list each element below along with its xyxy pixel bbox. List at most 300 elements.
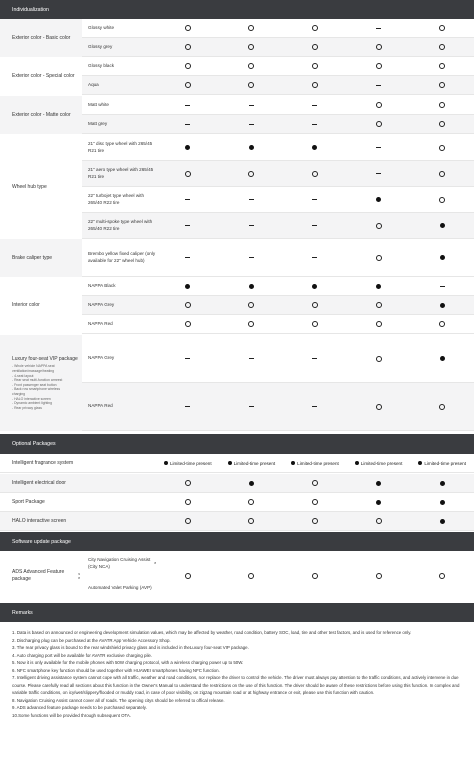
standard-dot-icon [164, 461, 168, 465]
optional-ring-icon [439, 63, 445, 69]
optional-ring-icon [312, 573, 318, 579]
availability-cell [410, 454, 474, 472]
optional-ring-icon [439, 121, 445, 127]
availability-cell [220, 474, 284, 492]
standard-dot-icon [418, 461, 422, 465]
optional-ring-icon [312, 82, 318, 88]
availability-cell [347, 335, 411, 382]
not-available-dash-icon [249, 225, 254, 226]
availability-cell [283, 76, 347, 94]
package-label: Intelligent electrical door [12, 479, 66, 486]
not-available-dash-icon [249, 358, 254, 359]
option-rows [82, 135, 474, 239]
option-row [82, 115, 474, 134]
availability-cell [283, 277, 347, 295]
option-row [82, 213, 474, 239]
availability-cell [220, 493, 284, 511]
optional-ring-icon [376, 63, 382, 69]
limited-time-text: Limited-time present [424, 460, 466, 466]
availability-cell [283, 383, 347, 430]
availability-cell [410, 315, 474, 333]
availability-cell [283, 474, 347, 492]
standard-dot-icon [376, 481, 381, 486]
sub-feature-text: Automated Valet Parking (AVP) [88, 585, 152, 591]
availability-cell [156, 19, 220, 37]
standard-dot-icon [440, 223, 445, 228]
standard-dot-icon [440, 356, 445, 361]
category-label [0, 19, 82, 57]
optional-ring-icon [248, 63, 254, 69]
availability-cell [156, 57, 220, 75]
availability-cell [156, 474, 220, 492]
standard-dot-icon [440, 481, 445, 486]
availability-cell [283, 115, 347, 133]
not-available-dash-icon [376, 147, 381, 148]
package-label: Intelligent fragrance system [12, 459, 74, 466]
standard-dot-icon [291, 461, 295, 465]
category-text: Exterior color - Special color [12, 72, 75, 79]
standard-dot-icon [228, 461, 232, 465]
not-available-dash-icon [440, 286, 445, 287]
not-available-dash-icon [185, 225, 190, 226]
availability-cell [410, 161, 474, 186]
standard-dot-icon [440, 519, 445, 524]
optional-ring-icon [312, 25, 318, 31]
availability-cell [410, 38, 474, 56]
remark-item: 8. Navigation Cruising Assist cannot cover all of roads. The opening citys should be referred to offical release. [12, 697, 225, 703]
not-available-dash-icon [312, 406, 317, 407]
optional-ring-icon [312, 44, 318, 50]
optional-package-row [0, 474, 474, 493]
availability-cell [410, 213, 474, 238]
remark-item: 1. Data is based on announced or engineering development simulation values, which may be affected by weather, road condition, battery SOC, load, tire and other test factors, and is used for reference only. [12, 630, 412, 635]
availability-cell [347, 213, 411, 238]
optional-ring-icon [185, 302, 191, 308]
not-available-dash-icon [312, 257, 317, 258]
vip-feature-item: - Back row smartphone wireless [12, 387, 61, 392]
availability-cell [410, 512, 474, 530]
option-row [82, 76, 474, 95]
availability-cell [410, 474, 474, 492]
sub-feature-labels [82, 551, 156, 601]
availability-cell [220, 213, 284, 238]
optional-ring-icon [248, 25, 254, 31]
availability-cell [156, 335, 220, 382]
availability-cell [220, 96, 284, 114]
availability-cell [410, 135, 474, 160]
option-rows [82, 335, 474, 431]
availability-cell [347, 383, 411, 430]
optional-ring-icon [439, 44, 445, 50]
optional-ring-icon [439, 197, 445, 203]
availability-cell [347, 135, 411, 160]
availability-cell [283, 187, 347, 212]
not-available-dash-icon [312, 124, 317, 125]
standard-dot-icon [376, 197, 381, 202]
optional-ring-icon [185, 480, 191, 486]
availability-cell [347, 315, 411, 333]
limited-time-text: Limited-time present [169, 460, 212, 466]
availability-cell [220, 277, 284, 295]
option-row [82, 383, 474, 431]
option-row [82, 187, 474, 213]
availability-cell [347, 454, 411, 472]
optional-ring-icon [185, 63, 191, 69]
vip-feature-item: - Rear seat multi-function armrest [12, 378, 63, 383]
remark-item: 7. Intelligent driving assistance system cannot cope with all traffic, weather and road conditions, nor replace the driver to control the vehicle. The driver must always pay attention to the traffic conditions, and actively intervene in due course. Please carefully read all sections about this function in the Owner's Manual to understand the restrictions on the use of this function. The driver should be aware of these restrictions before using this function. In complex and variable traffic conditions, on icy/wet/slippery/flooded or muddy road, in case of poor visibility, on zigzag mountain road or at highway entrance or exit, please use this function with caution. [12, 675, 460, 695]
standard-dot-icon [312, 145, 317, 150]
software-update-row [0, 551, 474, 601]
optional-ring-icon [185, 518, 191, 524]
not-available-dash-icon [185, 406, 190, 407]
limited-time-present [355, 461, 403, 466]
availability-cell [347, 76, 411, 94]
option-row [82, 161, 474, 187]
optional-ring-icon [439, 82, 445, 88]
group-3 [0, 135, 474, 239]
standard-dot-icon [355, 461, 359, 465]
availability-cell [220, 454, 284, 472]
not-available-dash-icon [185, 358, 190, 359]
availability-cell [156, 296, 220, 314]
availability-cell [347, 38, 411, 56]
not-available-dash-icon [312, 199, 317, 200]
availability-cell [220, 296, 284, 314]
option-label: NAPPA Black [88, 282, 116, 288]
option-row [82, 296, 474, 315]
sub-feature-label [82, 551, 156, 576]
option-rows [82, 19, 474, 57]
category-label [0, 57, 82, 95]
category-text: Luxury four-seat VIP package [12, 355, 78, 362]
optional-ring-icon [312, 302, 318, 308]
optional-ring-icon [248, 518, 254, 524]
category-label [0, 239, 82, 277]
availability-cell [410, 551, 474, 601]
availability-cell [410, 19, 474, 37]
category-text: ADS Advanced Feature package [12, 569, 65, 582]
optional-ring-icon [376, 121, 382, 127]
availability-cell [156, 277, 220, 295]
availability-cell [283, 38, 347, 56]
optional-ring-icon [248, 573, 254, 579]
not-available-dash-icon [249, 199, 254, 200]
option-row [82, 96, 474, 115]
limited-time-present [228, 461, 276, 466]
optional-ring-icon [439, 145, 445, 151]
availability-cell [220, 512, 284, 530]
standard-dot-icon [249, 284, 254, 289]
availability-cell [156, 135, 220, 160]
availability-cell [410, 187, 474, 212]
section-header-software-update: Software update package [0, 532, 474, 551]
availability-cell [347, 57, 411, 75]
availability-cell [347, 96, 411, 114]
availability-cell [156, 454, 220, 472]
optional-package-row [0, 512, 474, 531]
availability-cell [156, 315, 220, 333]
option-label: Matt grey [88, 120, 108, 126]
availability-cell [283, 19, 347, 37]
optional-ring-icon [376, 356, 382, 362]
category-text: Exterior color - Matte color [12, 111, 71, 118]
option-label: NAPPA Grey [88, 301, 115, 307]
standard-dot-icon [312, 284, 317, 289]
limited-time-text: Limited-time present [360, 460, 403, 466]
availability-cell [283, 512, 347, 530]
remark-item: 4. Auto charging port will be available for AVATR exclusive charging pile. [12, 652, 153, 658]
remark-item: 5. Now it is only available for the mobile phones with 50W charging protocol, with a wireless charging power up to 50W. [12, 660, 244, 665]
availability-cell [347, 493, 411, 511]
standard-dot-icon [376, 500, 381, 505]
availability-cell [283, 161, 347, 186]
option-row [82, 239, 474, 277]
category-text: Interior color [12, 302, 40, 309]
not-available-dash-icon [185, 105, 190, 106]
option-label: NAPPA Grey [88, 355, 115, 361]
availability-cell [283, 213, 347, 238]
optional-ring-icon [376, 255, 382, 261]
availability-cell [156, 239, 220, 276]
optional-ring-icon [185, 25, 191, 31]
availability-cell [156, 213, 220, 238]
limited-time-present [164, 461, 212, 466]
optional-ring-icon [185, 82, 191, 88]
not-available-dash-icon [376, 28, 381, 29]
group-2 [0, 96, 474, 134]
availability-cell [220, 19, 284, 37]
option-label: 21" disc type wheel with 265/45 R21 tire [88, 141, 153, 153]
option-row [82, 57, 474, 76]
optional-ring-icon [248, 171, 254, 177]
group-0 [0, 19, 474, 57]
vip-feature-list [12, 364, 62, 410]
optional-ring-icon [376, 102, 382, 108]
not-available-dash-icon [185, 257, 190, 258]
category-label [0, 551, 82, 601]
availability-cell [347, 239, 411, 276]
availability-cell [220, 76, 284, 94]
not-available-dash-icon [312, 105, 317, 106]
sub-feature-label [82, 576, 156, 601]
optional-ring-icon [376, 302, 382, 308]
option-label: 22" multi-spoke type wheel with 265/40 R22 tire [88, 219, 153, 231]
sub-feature-text: City Navigation Cruising Assist (City NCA) [88, 557, 151, 569]
option-rows [82, 57, 474, 95]
group-5 [0, 277, 474, 334]
availability-cell [156, 161, 220, 186]
availability-cell [283, 335, 347, 382]
availability-cell [410, 277, 474, 295]
availability-cell [347, 512, 411, 530]
availability-cell [156, 115, 220, 133]
vip-feature-item: charging [12, 391, 26, 396]
availability-cell [156, 76, 220, 94]
optional-ring-icon [439, 102, 445, 108]
option-row [82, 315, 474, 334]
availability-cell [283, 96, 347, 114]
standard-dot-icon [440, 255, 445, 260]
limited-time-present [291, 461, 339, 466]
availability-cell [347, 187, 411, 212]
optional-ring-icon [248, 44, 254, 50]
availability-cell [220, 38, 284, 56]
option-label: Brembo yellow fixed caliper (only available for 22" wheel hub) [88, 251, 156, 263]
availability-cell [347, 551, 411, 601]
option-label: Aqua [88, 81, 99, 87]
not-available-dash-icon [376, 173, 381, 174]
availability-cell [283, 296, 347, 314]
optional-ring-icon [312, 480, 318, 486]
optional-ring-icon [248, 321, 254, 327]
availability-cell [220, 383, 284, 430]
optional-ring-icon [312, 321, 318, 327]
availability-cell [283, 551, 347, 601]
optional-ring-icon [376, 404, 382, 410]
not-available-dash-icon [185, 124, 190, 125]
availability-cell [283, 454, 347, 472]
not-available-dash-icon [249, 105, 254, 106]
optional-ring-icon [185, 321, 191, 327]
availability-cell [410, 115, 474, 133]
option-rows [82, 277, 474, 334]
limited-time-present [418, 461, 466, 466]
group-4 [0, 239, 474, 277]
availability-cell [156, 551, 220, 601]
vip-feature-item: - HALO interactive screen [12, 396, 51, 401]
availability-cell [156, 512, 220, 530]
availability-cell [156, 493, 220, 511]
availability-cell [283, 493, 347, 511]
limited-time-text: Limited-time present [233, 460, 276, 466]
option-label: Matt white [88, 101, 109, 107]
category-label [0, 96, 82, 134]
optional-ring-icon [439, 404, 445, 410]
availability-cell [347, 161, 411, 186]
availability-cell [283, 57, 347, 75]
availability-cell [410, 57, 474, 75]
standard-dot-icon [376, 284, 381, 289]
vip-feature-item: - Front passenger seat button [12, 382, 57, 387]
limited-time-text: Limited-time present [297, 460, 339, 466]
optional-ring-icon [312, 171, 318, 177]
optional-ring-icon [439, 171, 445, 177]
availability-cell [347, 19, 411, 37]
standard-dot-icon [249, 481, 254, 486]
package-label: Sport Package [12, 498, 45, 505]
availability-cell [156, 96, 220, 114]
vip-feature-item: - 4-seat layout [12, 373, 34, 378]
availability-cell [347, 277, 411, 295]
not-available-dash-icon [376, 85, 381, 86]
remark-item: 9. ADS advanced feature package needs to be purchased separately. [12, 705, 147, 710]
availability-cell [410, 96, 474, 114]
standard-dot-icon [440, 303, 445, 308]
group-1 [0, 57, 474, 95]
vip-feature-item: ventilation/massage/heating [12, 369, 55, 373]
optional-ring-icon [185, 499, 191, 505]
availability-cell [156, 383, 220, 430]
optional-ring-icon [439, 573, 445, 579]
option-label: NAPPA Red [88, 403, 113, 409]
availability-cell [220, 335, 284, 382]
remarks-list [0, 625, 474, 719]
availability-cell [220, 161, 284, 186]
availability-cell [156, 38, 220, 56]
optional-package-row [0, 454, 474, 473]
not-available-dash-icon [249, 124, 254, 125]
option-label: 21" aero type wheel with 265/45 R21 tire [88, 167, 154, 179]
option-label: NAPPA Red [88, 320, 113, 326]
option-rows [82, 239, 474, 277]
availability-cell [283, 135, 347, 160]
availability-cell [220, 57, 284, 75]
availability-cell [347, 474, 411, 492]
availability-cell [220, 239, 284, 276]
category-label [0, 335, 82, 431]
section-header-remarks: Remarks [0, 603, 474, 622]
standard-dot-icon [249, 145, 254, 150]
category-label [0, 277, 82, 334]
option-rows [82, 96, 474, 134]
section-header-optional-packages: Optional Packages [0, 434, 474, 454]
availability-cell [283, 239, 347, 276]
remark-item: 6. NFC smartphone key function should be used together with HUAWEI smartphones having NFC function. [12, 667, 220, 673]
availability-cell [347, 115, 411, 133]
optional-ring-icon [185, 44, 191, 50]
availability-cell [410, 239, 474, 276]
option-row [82, 135, 474, 161]
option-label: 22" turbojet type wheel with 265/40 R22 tire [88, 193, 145, 205]
optional-ring-icon [439, 321, 445, 327]
vip-feature-item: - Rear privacy glass [12, 405, 42, 410]
optional-ring-icon [376, 223, 382, 229]
optional-ring-icon [185, 171, 191, 177]
optional-ring-icon [376, 321, 382, 327]
section-header-individualization: Individualization [0, 0, 474, 19]
availability-cell [220, 115, 284, 133]
availability-cell [410, 493, 474, 511]
optional-ring-icon [248, 302, 254, 308]
standard-dot-icon [185, 145, 190, 150]
group-6 [0, 335, 474, 431]
option-row [82, 277, 474, 296]
vip-feature-item: - Dynamic ambient lighting [12, 401, 52, 406]
availability-cell [410, 383, 474, 430]
availability-cell [220, 187, 284, 212]
optional-ring-icon [248, 82, 254, 88]
optional-ring-icon [312, 63, 318, 69]
optional-ring-icon [312, 518, 318, 524]
not-available-dash-icon [312, 225, 317, 226]
option-row [82, 335, 474, 383]
optional-ring-icon [439, 25, 445, 31]
not-available-dash-icon [185, 199, 190, 200]
standard-dot-icon [185, 284, 190, 289]
availability-cell [410, 296, 474, 314]
availability-cell [220, 551, 284, 601]
option-label: Glossy black [88, 62, 115, 68]
optional-ring-icon [376, 518, 382, 524]
category-text: Brake caliper type [12, 254, 53, 261]
optional-package-row [0, 493, 474, 512]
footnote-marker: 9 8 [78, 571, 80, 580]
category-label [0, 135, 82, 239]
availability-cell [156, 187, 220, 212]
not-available-dash-icon [249, 406, 254, 407]
availability-cell [220, 135, 284, 160]
not-available-dash-icon [249, 257, 254, 258]
